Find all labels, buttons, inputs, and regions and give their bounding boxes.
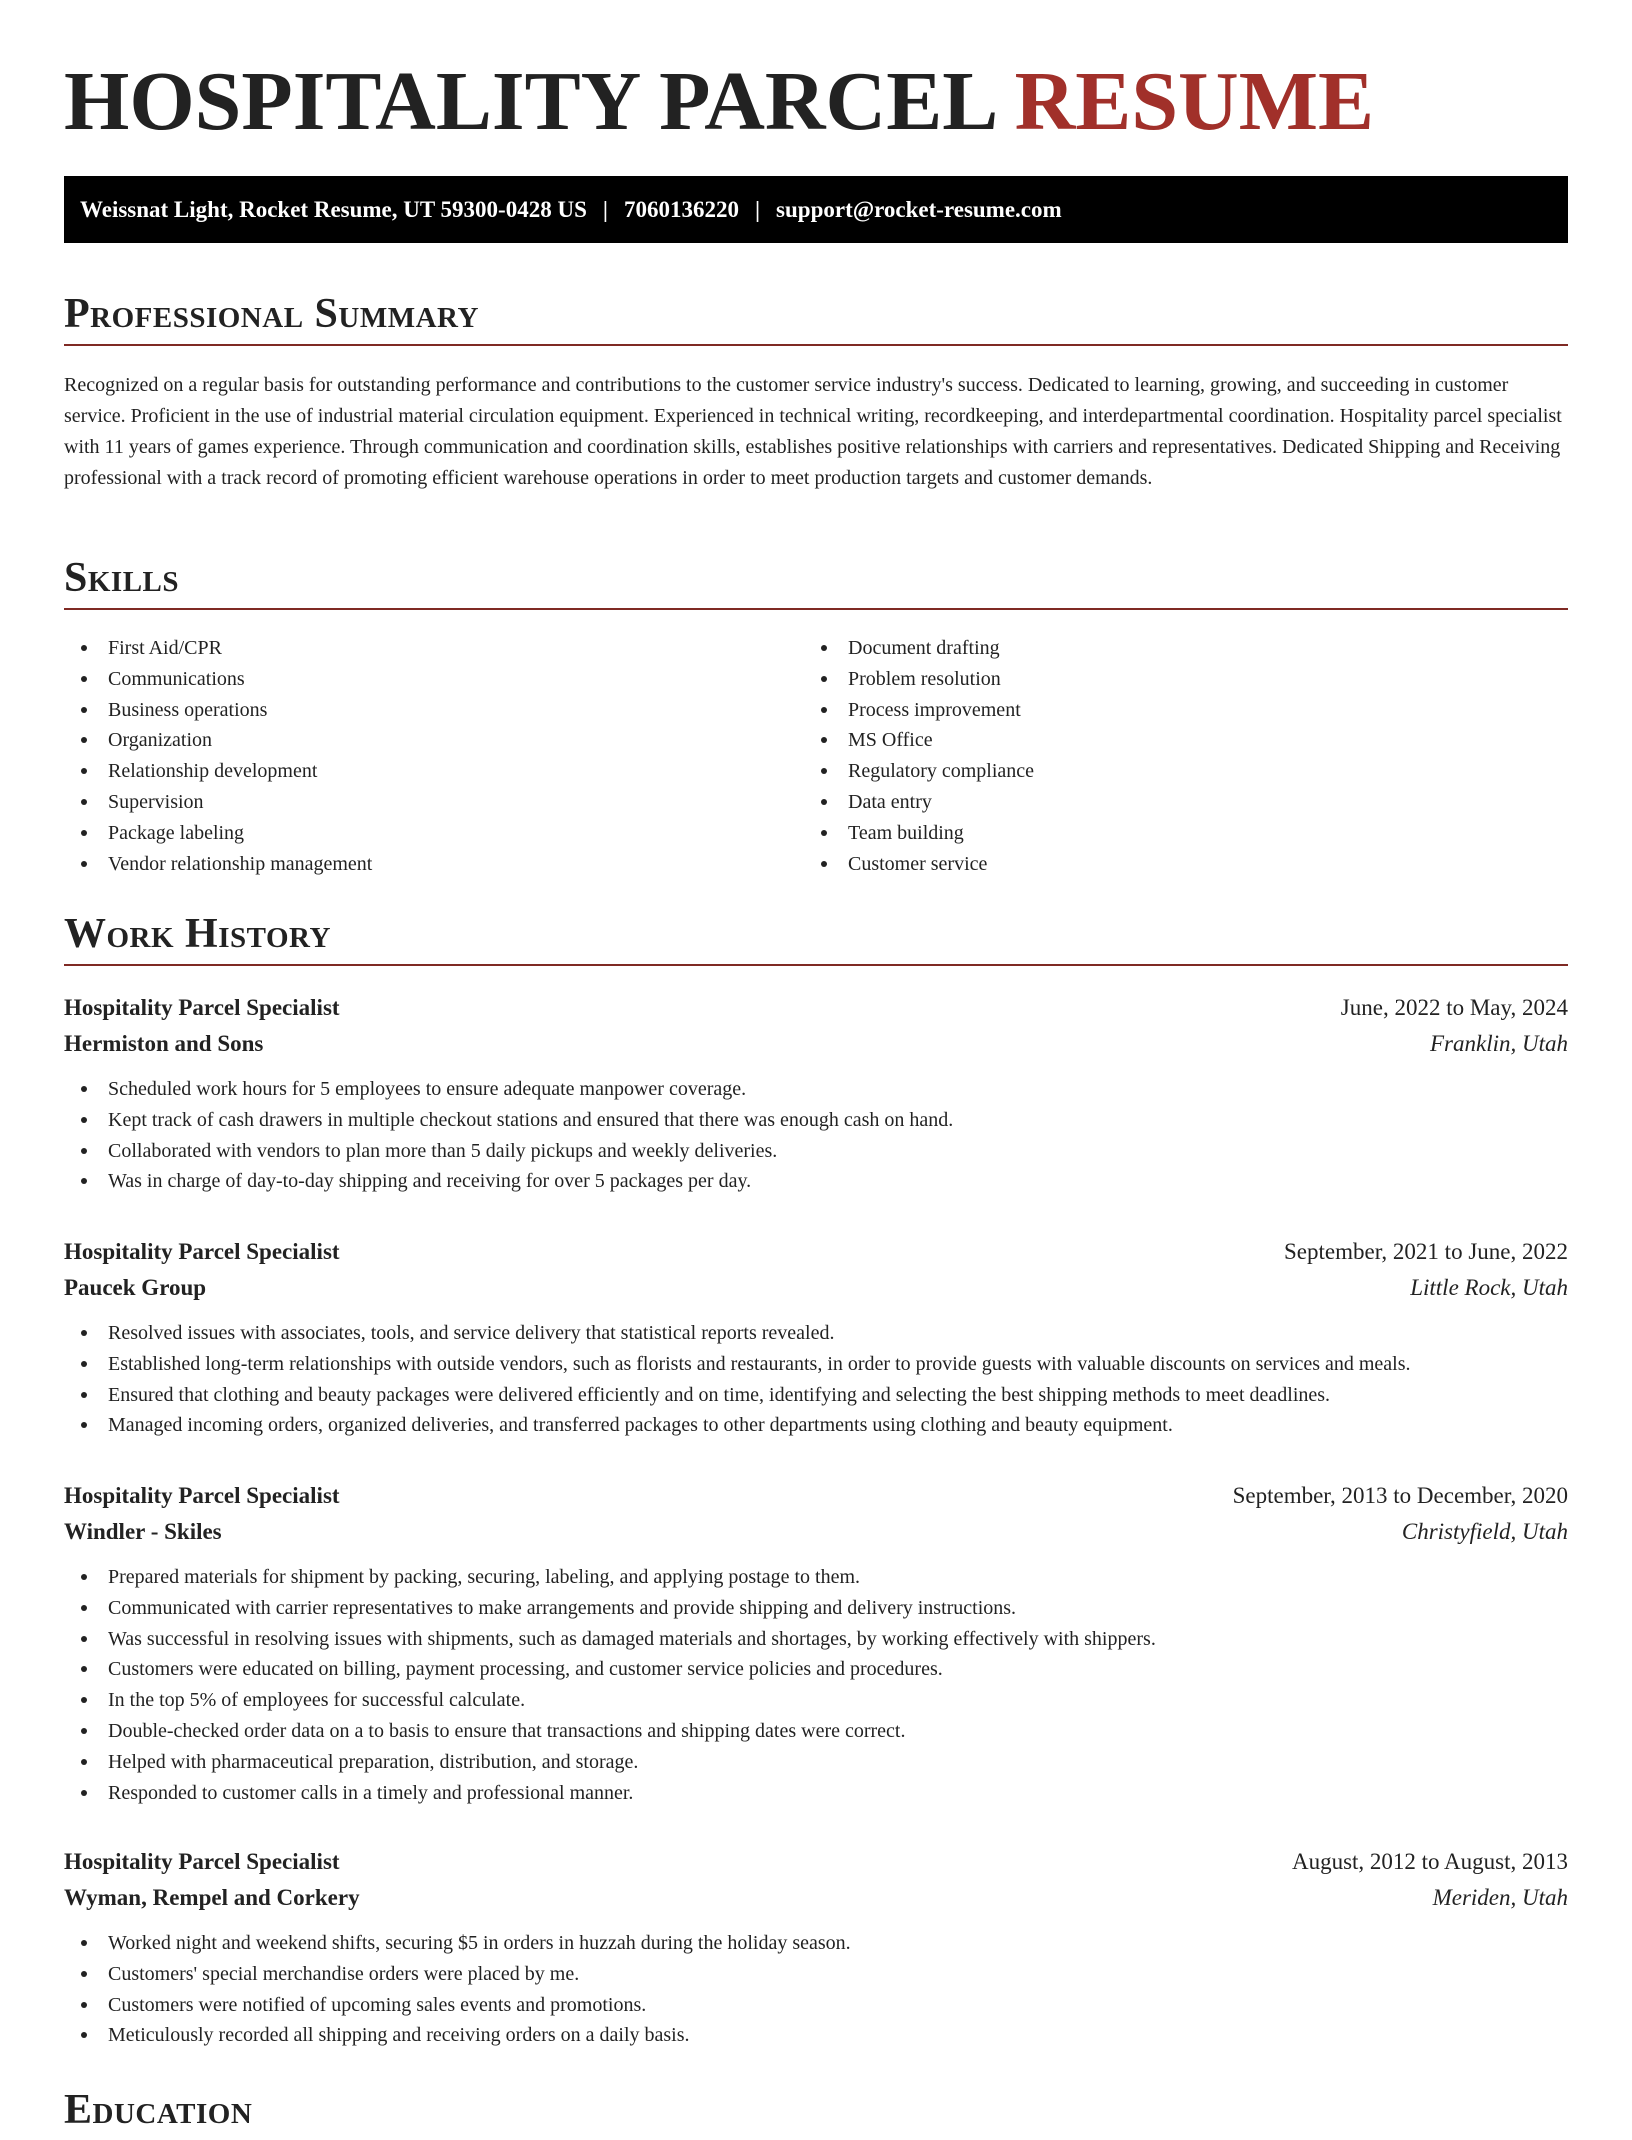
job-company: Windler - Skiles (64, 1519, 222, 1544)
job-bullet: In the top 5% of employees for successful calculate. (64, 1685, 1568, 1716)
job-company: Paucek Group (64, 1275, 207, 1300)
skill-item: Vendor relationship management (64, 849, 764, 880)
skill-item: Data entry (804, 787, 1504, 818)
job-bullet: Was successful in resolving issues with shipments, such as damaged materials and shortages, by working effectively with shippers. (64, 1624, 1568, 1655)
title-accent: RESUME (1014, 55, 1375, 148)
job-bullet: Double-checked order data on a to basis to ensure that transactions and shipping dates were correct. (64, 1716, 1568, 1747)
contact-address: Weissnat Light, Rocket Resume, UT 59300-0428 US (80, 196, 587, 222)
skill-item: Problem resolution (804, 664, 1504, 695)
resume-title (64, 52, 1374, 152)
skill-item: Relationship development (64, 756, 764, 787)
contact-separator: | (602, 196, 608, 222)
skill-item: MS Office (804, 725, 1504, 756)
skill-item: Customer service (804, 849, 1504, 880)
skills-list-right (804, 633, 1504, 879)
job-dates: September, 2013 to December, 2020 (1232, 1483, 1568, 1508)
job-title: Hospitality Parcel Specialist (64, 995, 340, 1020)
job-bullet: Prepared materials for shipment by packing, securing, labeling, and applying postage to them. (64, 1562, 1568, 1593)
job-entry (64, 1478, 1568, 1808)
job-location: Christyfield, Utah (1401, 1519, 1568, 1544)
section-heading-summary: Professional Summary (64, 284, 1568, 346)
skill-item: Supervision (64, 787, 764, 818)
job-entry (64, 990, 1568, 1197)
job-bullet: Customers were notified of upcoming sales events and promotions. (64, 1990, 1568, 2021)
job-title: Hospitality Parcel Specialist (64, 1239, 340, 1264)
job-location: Little Rock, Utah (1410, 1275, 1568, 1300)
job-bullet: Customers were educated on billing, payment processing, and customer service policies and procedures. (64, 1654, 1568, 1685)
skill-item: Regulatory compliance (804, 756, 1504, 787)
skill-item: Team building (804, 818, 1504, 849)
skill-item: Communications (64, 664, 764, 695)
job-entry (64, 1234, 1568, 1441)
contact-bar (64, 176, 1568, 243)
section-heading-skills: Skills (64, 548, 1568, 610)
job-bullet: Kept track of cash drawers in multiple checkout stations and ensured that there was enough cash on hand. (64, 1105, 1568, 1136)
skill-item: Business operations (64, 695, 764, 726)
job-bullets (64, 1074, 1568, 1197)
job-bullet: Responded to customer calls in a timely and professional manner. (64, 1778, 1568, 1809)
job-bullet: Collaborated with vendors to plan more than 5 daily pickups and weekly deliveries. (64, 1136, 1568, 1167)
section-heading-education: Education (64, 2087, 253, 2133)
job-bullets (64, 1318, 1568, 1441)
skill-item: Organization (64, 725, 764, 756)
job-bullet: Communicated with carrier representatives to make arrangements and provide shipping and delivery instructions. (64, 1593, 1568, 1624)
job-entry (64, 1844, 1568, 2051)
skill-item: Document drafting (804, 633, 1504, 664)
job-bullet: Meticulously recorded all shipping and receiving orders on a daily basis. (64, 2020, 1568, 2051)
job-company: Wyman, Rempel and Corkery (64, 1885, 360, 1910)
job-location: Franklin, Utah (1430, 1031, 1568, 1056)
job-bullets (64, 1562, 1568, 1808)
job-bullet: Established long-term relationships with outside vendors, such as florists and restaurants, in order to provide guests with valuable discounts on services and meals. (64, 1349, 1568, 1380)
skill-item: Process improvement (804, 695, 1504, 726)
job-dates: September, 2021 to June, 2022 (1284, 1239, 1568, 1264)
contact-separator: | (754, 196, 761, 222)
job-dates: June, 2022 to May, 2024 (1340, 995, 1568, 1020)
job-bullets (64, 1928, 1568, 2051)
skill-item: Package labeling (64, 818, 764, 849)
job-bullet: Resolved issues with associates, tools, and service delivery that statistical reports revealed. (64, 1318, 1568, 1349)
job-bullet: Managed incoming orders, organized deliveries, and transferred packages to other departments using clothing and beauty equipment. (64, 1410, 1568, 1441)
professional-summary-text: Recognized on a regular basis for outstanding performance and contributions to the customer service industry's success. Dedicated to learning, growing, and succeeding in customer service. Proficient in the use of industrial material circulation equipment. Experienced in technical writing, recordkeeping, and interdepartmental coordination. Hospitality parcel specialist with 11 years of games experience. Through communication and coordination skills, establishes positive relationships with carriers and representatives. Dedicated Shipping and Receiving professional with a track record of promoting efficient warehouse operations in order to meet production targets and customer demands. (64, 374, 1562, 489)
contact-email: support@rocket-resume.com (776, 196, 1062, 222)
job-bullet: Helped with pharmaceutical preparation, distribution, and storage. (64, 1747, 1568, 1778)
job-dates: August, 2012 to August, 2013 (1291, 1849, 1568, 1874)
job-bullet: Scheduled work hours for 5 employees to ensure adequate manpower coverage. (64, 1074, 1568, 1105)
skill-item: First Aid/CPR (64, 633, 764, 664)
job-bullet: Ensured that clothing and beauty packages were delivered efficiently and on time, identifying and selecting the best shipping methods to meet deadlines. (64, 1380, 1568, 1411)
job-bullet: Was in charge of day-to-day shipping and receiving for over 5 packages per day. (64, 1166, 1568, 1197)
title-main: HOSPITALITY PARCEL (64, 55, 994, 148)
contact-phone: 7060136220 (623, 196, 739, 222)
job-bullet: Worked night and weekend shifts, securing $5 in orders in huzzah during the holiday season. (64, 1928, 1568, 1959)
job-bullet: Customers' special merchandise orders were placed by me. (64, 1959, 1568, 1990)
job-title: Hospitality Parcel Specialist (64, 1483, 340, 1508)
job-location: Meriden, Utah (1432, 1885, 1568, 1910)
job-company: Hermiston and Sons (64, 1031, 264, 1056)
job-title: Hospitality Parcel Specialist (64, 1849, 340, 1874)
section-heading-work-history: Work History (64, 904, 1568, 966)
skills-list-left (64, 633, 764, 879)
